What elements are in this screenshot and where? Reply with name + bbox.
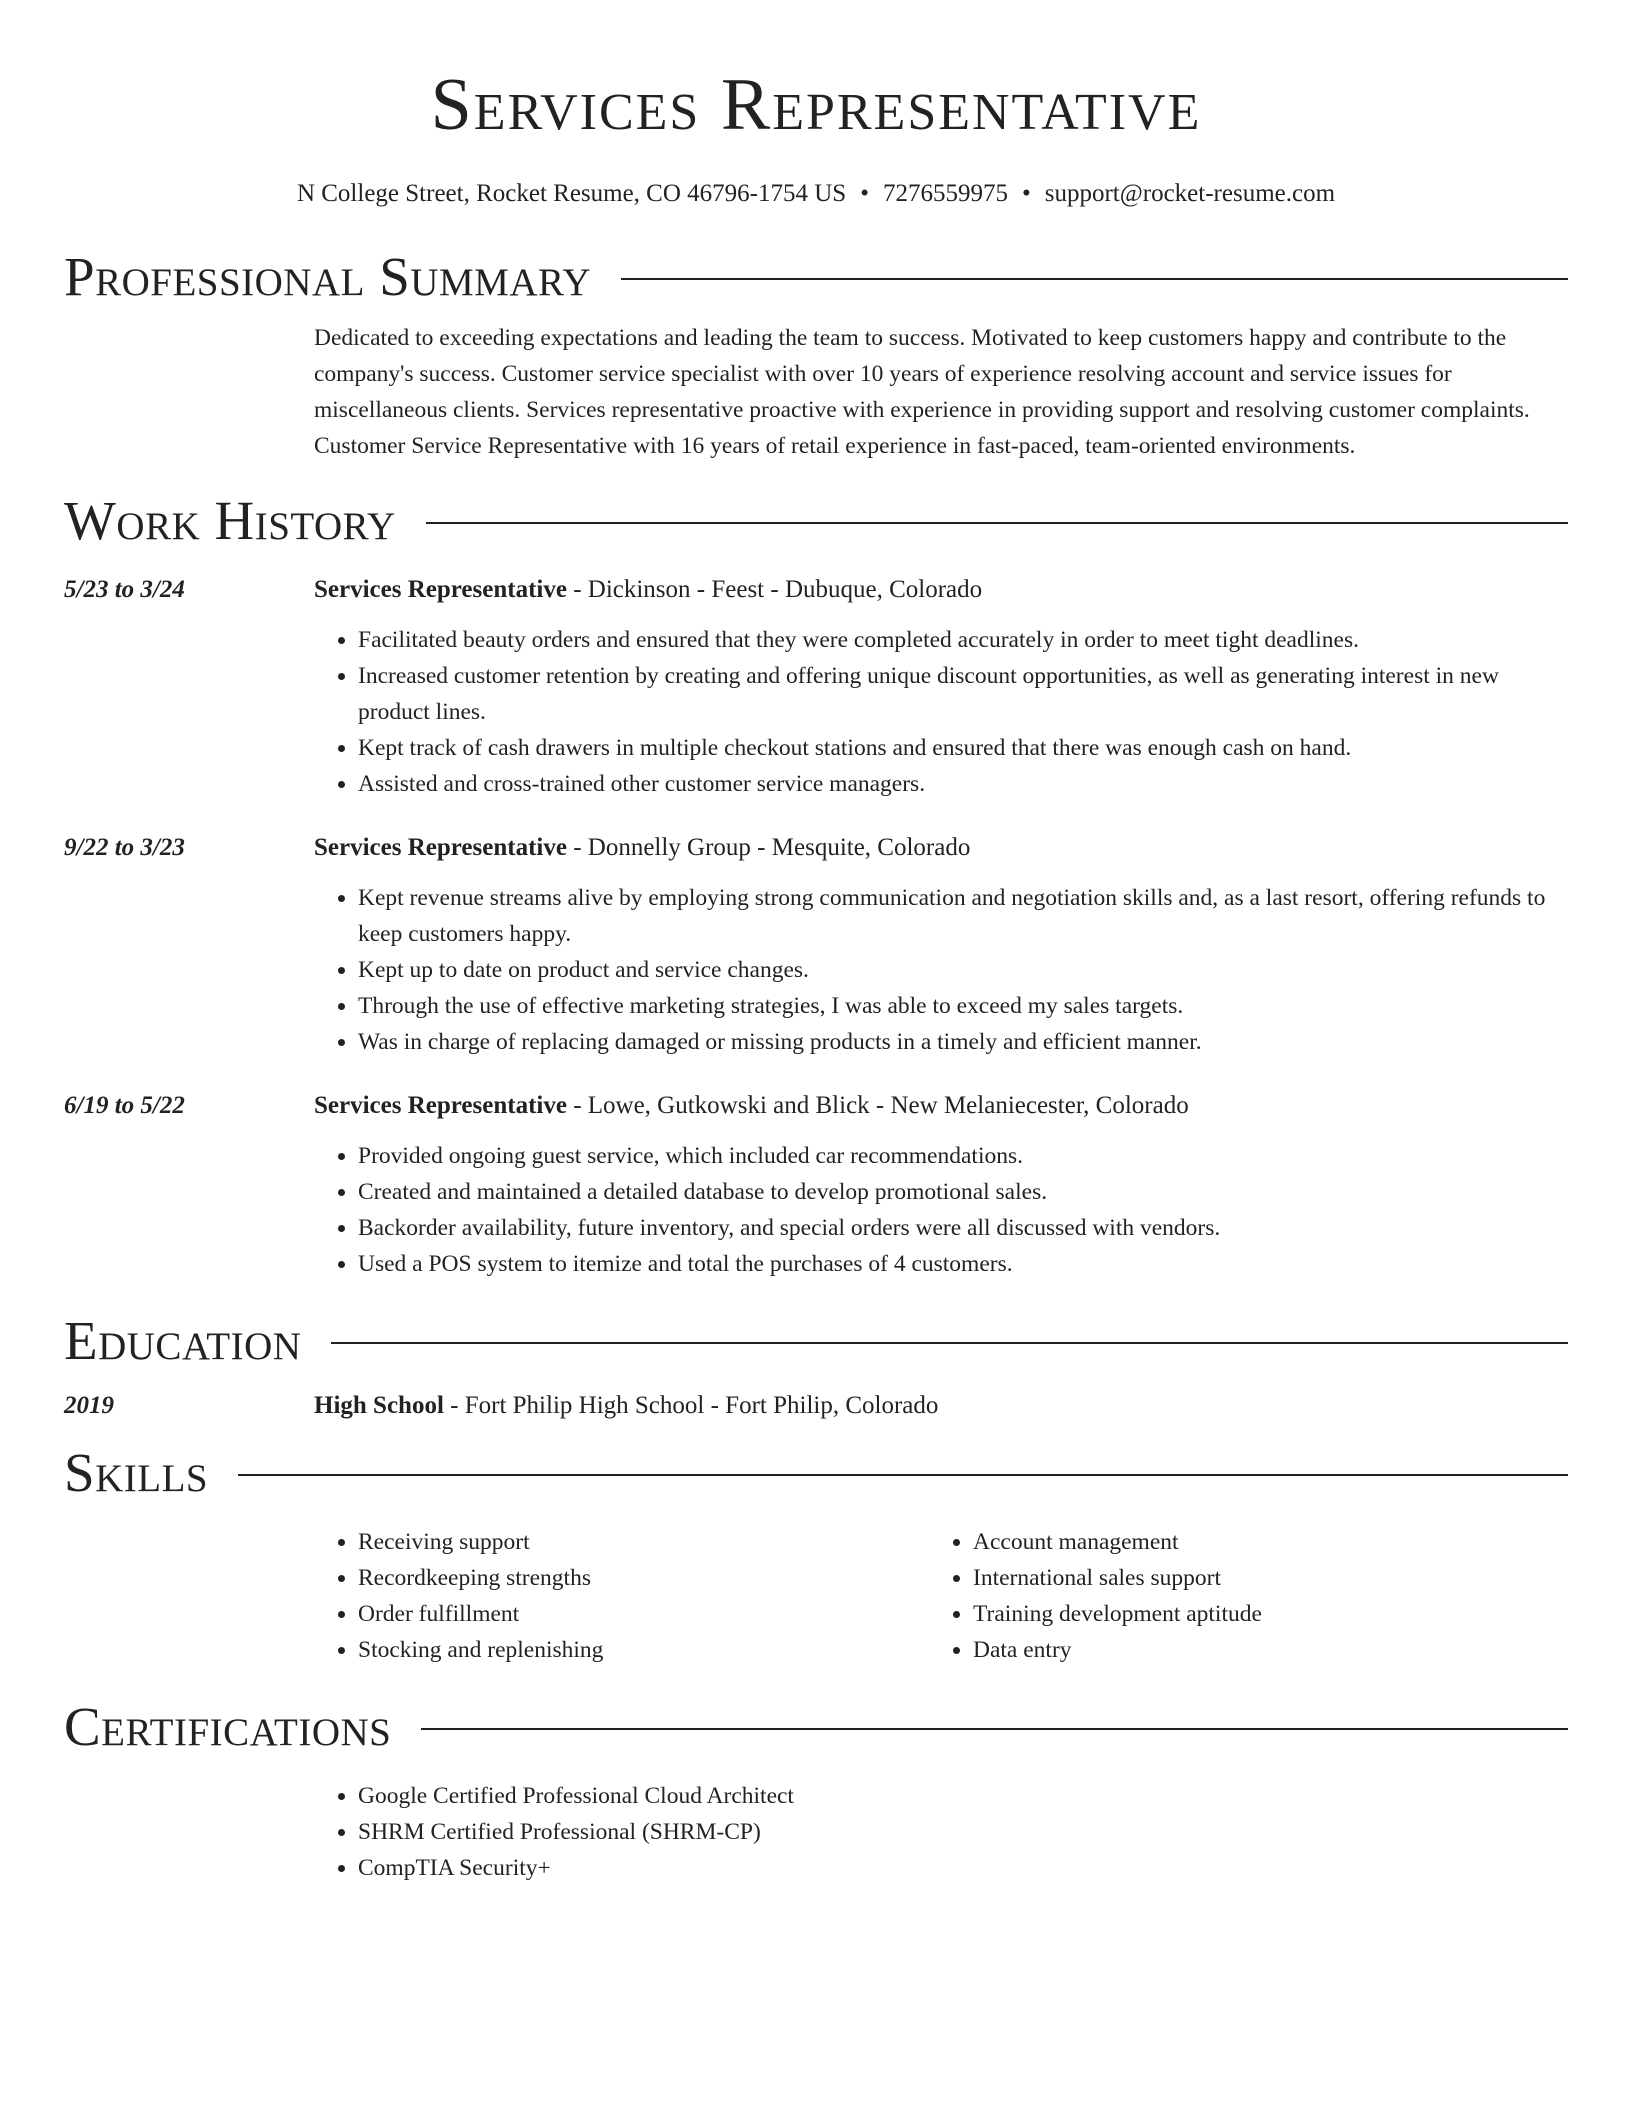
- job-bullets: [314, 880, 1568, 1060]
- section-title-certifications: Certifications: [64, 1696, 392, 1757]
- job-employer: - Dickinson - Feest - Dubuque, Colorado: [566, 576, 983, 603]
- education-body: [314, 1388, 1568, 1424]
- skill-item: • Data entry: [973, 1632, 1544, 1668]
- skill-item: • International sales support: [973, 1560, 1544, 1596]
- skill-item: • Account management: [973, 1524, 1544, 1560]
- job-bullet: • Was in charge of replacing damaged or missing products in a timely and efficient manner.: [358, 1024, 1568, 1060]
- skill-item: • Training development aptitude: [973, 1596, 1544, 1632]
- job-title: Services Representative: [314, 834, 567, 861]
- job-bullets: [314, 622, 1568, 802]
- section-title-education: Education: [64, 1310, 302, 1371]
- section-divider: [238, 1474, 1568, 1476]
- job-title: Services Representative: [314, 576, 567, 603]
- job-employer: - Lowe, Gutkowski and Blick - New Melaniecester, Colorado: [566, 1092, 1189, 1119]
- section-divider: [426, 522, 1568, 524]
- summary-text: Dedicated to exceeding expectations and leading the team to success. Motivated to keep customers happy and contribute to the company's success. Customer service specialist with over 10 years of experience resolving account and service issues for miscellaneous clients. Services representative proactive with experience in providing support and resolving customer complaints. Customer Service Representative with 16 years of retail experience in fast-paced, team-oriented environments.: [314, 325, 1530, 459]
- job-heading: [314, 572, 1568, 608]
- job-dates: 5/23 to 3/24: [64, 576, 185, 603]
- skill-item: • Order fulfillment: [358, 1596, 929, 1632]
- skills-column-left: [314, 1524, 929, 1668]
- contact-address: N College Street, Rocket Resume, CO 46796-1754 US: [296, 180, 847, 207]
- work-section-header: [64, 488, 1568, 554]
- section-divider: [331, 1342, 1568, 1344]
- skill-item: • Receiving support: [358, 1524, 929, 1560]
- education-school: - Fort Philip High School - Fort Philip, Colorado: [443, 1392, 939, 1419]
- job-bullet: • Assisted and cross-trained other customer service managers.: [358, 766, 1568, 802]
- job-entry: [64, 572, 1568, 802]
- contact-line: [64, 178, 1568, 210]
- section-divider: [621, 278, 1568, 280]
- job-body: [314, 572, 1568, 802]
- job-bullet: • Facilitated beauty orders and ensured that they were completed accurately in order to meet tight deadlines.: [358, 622, 1568, 658]
- skill-item: • Stocking and replenishing: [358, 1632, 929, 1668]
- certification-item: • CompTIA Security+: [358, 1850, 1568, 1886]
- skills-section-header: [64, 1440, 1568, 1506]
- job-entry: [64, 1088, 1568, 1282]
- job-bullet: • Created and maintained a detailed database to develop promotional sales.: [358, 1174, 1568, 1210]
- contact-email: support@rocket-resume.com: [1044, 180, 1336, 207]
- certifications-section-header: [64, 1694, 1568, 1760]
- education-year: 2019: [64, 1392, 114, 1419]
- section-title-skills: Skills: [64, 1442, 209, 1503]
- skill-item: • Recordkeeping strengths: [358, 1560, 929, 1596]
- summary-section-header: [64, 244, 1568, 310]
- certifications-list: [314, 1778, 1568, 1886]
- certification-item: • SHRM Certified Professional (SHRM-CP): [358, 1814, 1568, 1850]
- contact-separator: •: [860, 180, 869, 207]
- education-degree: High School: [314, 1392, 444, 1419]
- job-bullet: • Kept revenue streams alive by employing strong communication and negotiation skills and, as a last resort, offering refunds to keep customers happy.: [358, 880, 1568, 952]
- job-bullet: • Kept track of cash drawers in multiple checkout stations and ensured that there was enough cash on hand.: [358, 730, 1568, 766]
- section-divider: [421, 1728, 1568, 1730]
- contact-phone: 7276559975: [882, 180, 1008, 207]
- contact-separator: •: [1021, 180, 1031, 207]
- job-employer: - Donnelly Group - Mesquite, Colorado: [566, 834, 971, 861]
- job-body: [314, 830, 1568, 1060]
- job-heading: [314, 1088, 1568, 1124]
- job-body: [314, 1088, 1568, 1282]
- section-title-work: Work History: [64, 490, 396, 551]
- job-heading: [314, 830, 1568, 866]
- job-bullets: [314, 1138, 1568, 1282]
- job-bullet: • Backorder availability, future inventory, and special orders were all discussed with vendors.: [358, 1210, 1568, 1246]
- job-bullet: • Increased customer retention by creating and offering unique discount opportunities, as well as generating interest in new product lines.: [358, 658, 1568, 730]
- job-dates: 6/19 to 5/22: [64, 1092, 185, 1119]
- job-bullet: • Provided ongoing guest service, which included car recommendations.: [358, 1138, 1568, 1174]
- certification-item: • Google Certified Professional Cloud Architect: [358, 1778, 1568, 1814]
- job-dates: 9/22 to 3/23: [64, 834, 185, 861]
- job-bullet: • Kept up to date on product and service changes.: [358, 952, 1568, 988]
- candidate-name: Services Representative: [430, 64, 1202, 146]
- education-section-header: [64, 1308, 1568, 1374]
- resume-header: [64, 0, 1568, 210]
- skills-column-right: [929, 1524, 1544, 1668]
- job-bullet: • Through the use of effective marketing strategies, I was able to exceed my sales targets.: [358, 988, 1568, 1024]
- job-entry: [64, 830, 1568, 1060]
- section-title-summary: Professional Summary: [64, 246, 592, 307]
- skills-list: [314, 1524, 1568, 1668]
- job-bullet: • Used a POS system to itemize and total the purchases of 4 customers.: [358, 1246, 1568, 1282]
- education-heading: [314, 1388, 1568, 1424]
- education-entry: [64, 1388, 1568, 1424]
- job-title: Services Representative: [314, 1092, 567, 1119]
